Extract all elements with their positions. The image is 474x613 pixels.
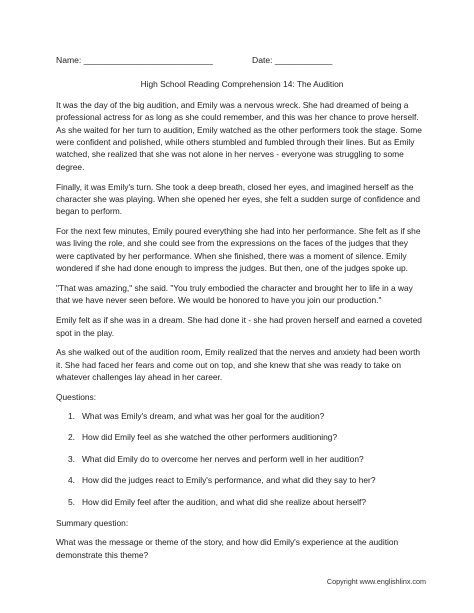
worksheet-title: High School Reading Comprehension 14: The Audition: [140, 79, 344, 89]
question-item: [56, 453, 428, 465]
question-item: [56, 496, 428, 508]
story-paragraph: "That was amazing," she said. "You truly embodied the character and brought her to life in a way that we have never seen before. We would be honored to have you join our production.": [56, 282, 413, 306]
story-paragraph: It was the day of the big audition, and Emily was a nervous wreck. She had dreamed of being a professional actress for as long as she could remember, and this was her chance to prove herself. As she waited for her turn to audition, Emily watched as the other performers took the stage. Some were confident and polished, while others stumbled and fumbled through their lines. But as Emily watched, she realized that she was not alone in her nerves - everyone was struggling to some degree.: [56, 100, 422, 172]
question-number: 1.: [68, 410, 75, 421]
date-field-label: Date: ____________: [252, 55, 333, 65]
question-number: 5.: [68, 496, 75, 507]
question-item: [56, 431, 428, 443]
questions-list: [56, 410, 428, 508]
question-text: What did Emily do to overcome her nerves and perform well in her audition?: [82, 453, 364, 464]
question-number: 4.: [68, 475, 75, 486]
copyright-notice: Copyright www.englishlinx.com: [326, 577, 426, 586]
question-text: How did the judges react to Emily's performance, and what did they say to her?: [82, 475, 376, 486]
story-paragraph: As she walked out of the audition room, Emily realized that the nerves and anxiety had been worth it. She had faced her fears and come out on top, and she knew that she was ready to take on whatever challenges lay ahead in her career.: [56, 347, 421, 383]
story-paragraph: For the next few minutes, Emily poured everything she had into her performance. She felt as if she was living the role, and she could see from the expressions on the faces of the judges that they were captivated by her performance. When she finished, there was a moment of silence. Emily wondered if she had done enough to impress the judges. But then, one of the judges spoke up.: [56, 226, 421, 274]
question-number: 3.: [68, 453, 75, 464]
question-text: How did Emily feel after the audition, and what did she realize about herself?: [82, 496, 366, 507]
story-paragraph: Emily felt as if she was in a dream. She had done it - she had proven herself and earned a coveted spot in the play.: [56, 315, 422, 338]
questions-heading: Questions:: [56, 391, 97, 402]
question-item: [56, 410, 428, 422]
summary-heading: Summary question:: [56, 518, 129, 529]
name-field-label: Name: ___________________________: [56, 55, 213, 65]
summary-question: What was the message or theme of the story, and how did Emily's experience at the audition demonstrate this theme?: [56, 537, 399, 560]
question-number: 2.: [68, 432, 75, 443]
question-item: [56, 474, 428, 486]
question-text: How did Emily feel as she watched the other performers auditioning?: [82, 432, 338, 443]
story-paragraph: Finally, it was Emily's turn. She took a deep breath, closed her eyes, and imagined herself as the character she was playing. When she opened her eyes, she felt a sudden surge of confidence and began to perform.: [56, 181, 421, 217]
header-line: [56, 54, 428, 66]
question-text: What was Emily's dream, and what was her goal for the audition?: [82, 410, 325, 421]
